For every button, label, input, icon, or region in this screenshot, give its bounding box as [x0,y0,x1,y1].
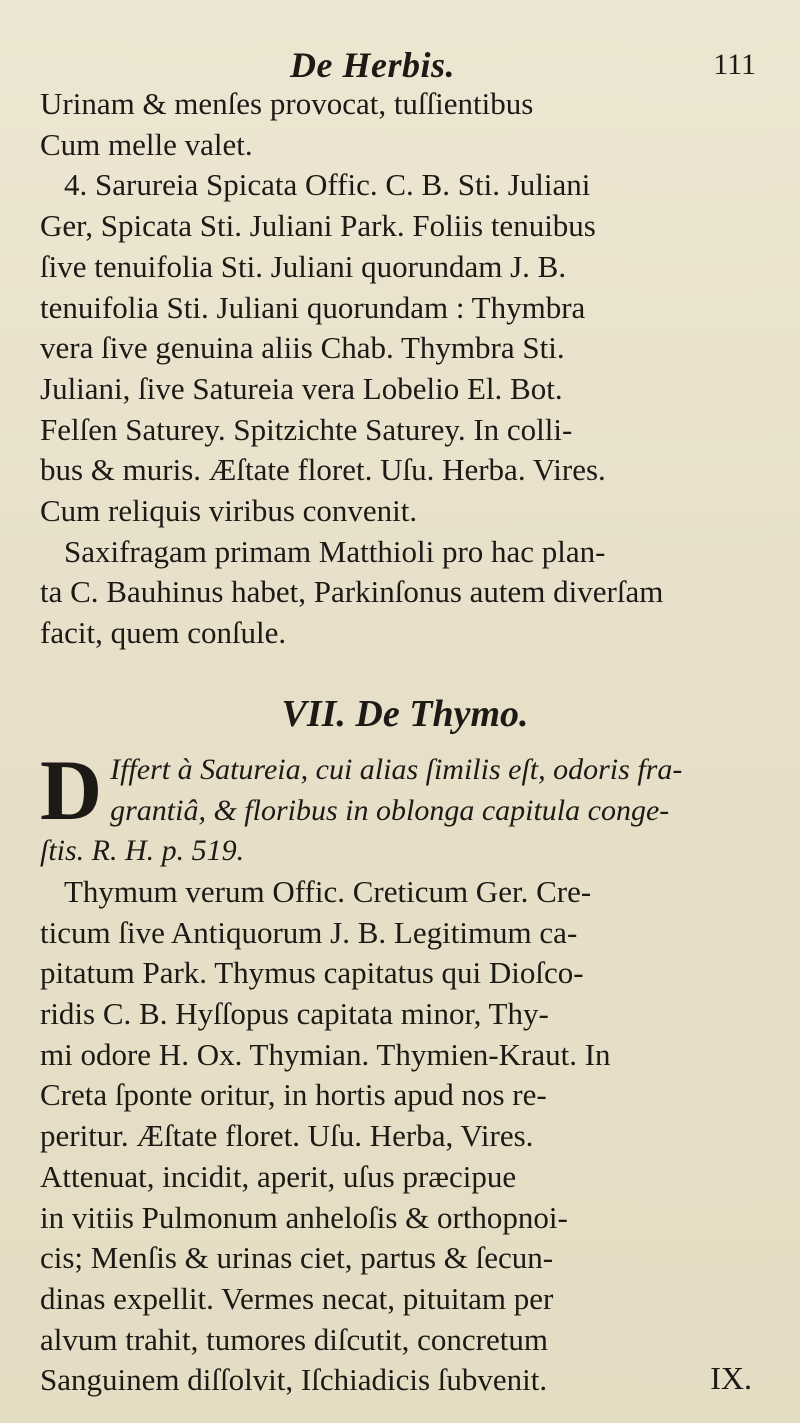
text-line: dinas expellit. Vermes necat, pituitam per [40,1280,554,1316]
text-line: ſive tenuifolia Sti. Juliani quorundam J. B. [40,248,567,284]
text-line: mi odore H. Ox. Thymian. Thymien-Kraut. In [40,1036,611,1072]
entry-sarureia-spicata [40,165,770,531]
text-line: facit, quem conſule. [40,615,287,651]
text-line: peritur. Æſtate floret. Uſu. Herba, Vires. [40,1118,534,1154]
paragraph-thymum [40,872,770,1401]
section-title: VII. De Thymo. [281,692,529,735]
text-line: Cum melle valet. [40,126,253,162]
text-line: vera ſive genuina aliis Chab. Thymbra Sti. [40,330,565,366]
text-line: Saxifragam primam Matthioli pro hac plan- [64,533,606,569]
body-text [40,84,770,1401]
text-line: ſtis. R. H. p. 519. [40,834,245,868]
text-line: ticum ſive Antiquorum J. B. Legitimum ca- [40,914,578,950]
running-head: De Herbis. [290,45,455,85]
text-line: Felſen Saturey. Spitzichte Saturey. In colli- [40,411,573,447]
text-line: bus & muris. Æſtate floret. Uſu. Herba. Vires. [40,452,606,488]
text-line: Ger, Spicata Sti. Juliani Park. Foliis tenuibus [40,208,596,244]
text-line: Thymum verum Offic. Creticum Ger. Cre- [64,873,592,909]
text-line: Attenuat, incidit, aperit, uſus præcipue [40,1158,517,1194]
page-header [0,44,800,84]
text-line: alvum trahit, tumores diſcutit, concretum [40,1321,548,1357]
text-line: pitatum Park. Thymus capitatus qui Dioſco- [40,955,584,991]
text-line: Iffert à Satureia, cui alias ſimilis eſt, odoris fra- [110,752,683,786]
page-number: 111 [713,48,756,81]
section-intro [40,741,770,872]
paragraph-saxifraga [40,532,770,654]
catchword: IX. [710,1360,752,1396]
text-line: 4. Sarureia Spicata Offic. C. B. Sti. Juliani [64,167,591,203]
paragraph-urinam [40,84,770,165]
text-line: ta C. Bauhinus habet, Parkinſonus autem diverſam [40,574,664,610]
text-line: Juliani, ſive Satureia vera Lobelio El. Bot. [40,370,563,406]
text-line: grantiâ, & floribus in oblonga capitula conge- [110,793,670,827]
text-line: Urinam & menſes provocat, tuſſientibus [40,86,534,121]
text-line: Sanguinem diſſolvit, Iſchiadicis ſubvenit. [40,1362,548,1398]
text-line: Cum reliquis viribus convenit. [40,493,418,529]
drop-cap: D [40,741,103,838]
text-line: ridis C. B. Hyſſopus capitata minor, Thy- [40,996,549,1032]
text-line: Creta ſponte oritur, in hortis apud nos re- [40,1077,547,1113]
text-line: in vitiis Pulmonum anheloſis & orthopnoi- [40,1199,568,1235]
text-line: cis; Menſis & urinas ciet, partus & ſecun- [40,1240,554,1276]
text-line: tenuifolia Sti. Juliani quorundam : Thymbra [40,289,586,325]
